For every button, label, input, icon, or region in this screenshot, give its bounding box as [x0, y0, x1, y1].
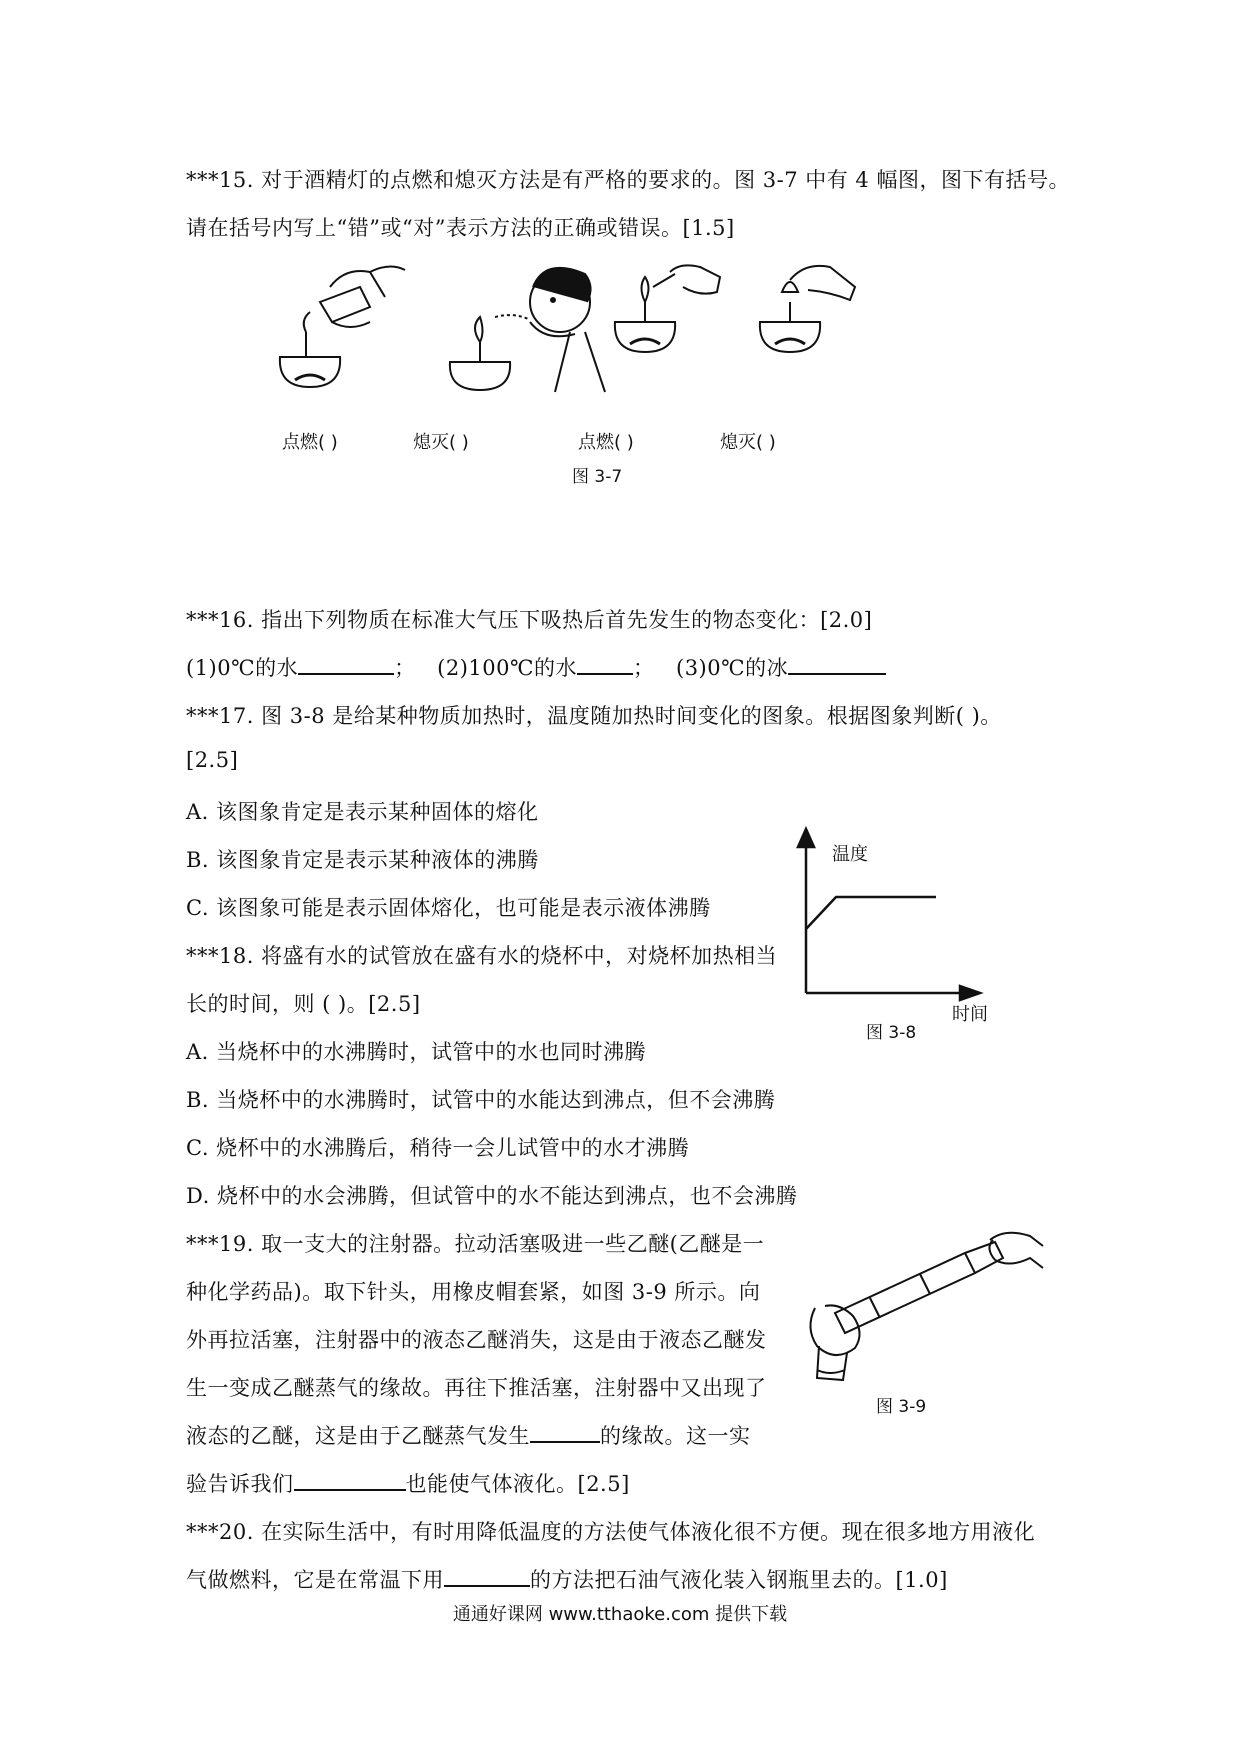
lamp-capped-drawing: [760, 266, 855, 352]
q17-option-b: B. 该图象肯定是表示某种液体的沸腾: [186, 848, 539, 872]
q19-line1: ***19. 取一支大的注射器。拉动活塞吸进一些乙醚(乙醚是一: [186, 1232, 765, 1256]
label-extinguish-2: 熄灭( ): [720, 432, 776, 453]
q18-line2: 长的时间，则 ( )。[2.5]: [186, 992, 421, 1016]
q19-line5-start: 液态的乙醚，这是由于乙醚蒸气发生: [186, 1424, 530, 1448]
q17-line1: ***17. 图 3-8 是给某种物质加热时，温度随加热时间变化的图象。根据图象判断( )。: [186, 704, 1002, 728]
caption-fig-3-7: 图 3-7: [572, 467, 623, 487]
q20-blank[interactable]: [444, 1567, 530, 1587]
q16-blank1[interactable]: [298, 655, 394, 675]
q16-blank3[interactable]: [788, 655, 886, 675]
label-light-1: 点燃( ): [282, 432, 338, 453]
q16-parts: [186, 652, 886, 682]
left-hand-drawing: [810, 1305, 859, 1380]
label-light-2: 点燃( ): [578, 432, 634, 453]
x-axis-arrow: [960, 986, 980, 1000]
q19-line6: [186, 1468, 630, 1498]
q16-line1: ***16. 指出下列物质在标准大气压下吸热后首先发生的物态变化：[2.0]: [186, 608, 873, 632]
q19-line5: [186, 1420, 751, 1450]
right-hand-drawing: [989, 1233, 1043, 1268]
q20-line1: ***20. 在实际生活中，有时用降低温度的方法使气体液化很不方便。现在很多地方用液化: [186, 1520, 1036, 1544]
caption-fig-3-9: 图 3-9: [876, 1397, 927, 1417]
q16-part2: (2)100℃的水: [437, 656, 577, 680]
q16-part3: (3)0℃的冰: [676, 656, 789, 680]
q16-blank2[interactable]: [577, 655, 633, 675]
q19-line2: 种化学药品)。取下针头，用橡皮帽套紧，如图 3-9 所示。向: [186, 1280, 761, 1304]
label-extinguish-1: 熄灭( ): [413, 432, 469, 453]
q16-sep2: ；: [632, 656, 655, 680]
graph-xlabel: 时间: [952, 1004, 988, 1025]
syringe-drawing: [835, 1242, 1003, 1333]
graph-ylabel: 温度: [832, 844, 868, 865]
q18-option-a: A. 当烧杯中的水沸腾时，试管中的水也同时沸腾: [186, 1040, 647, 1064]
q17-line2: [2.5]: [186, 748, 239, 772]
q19-blank1[interactable]: [530, 1423, 600, 1443]
q16-part1: (1)0℃的水: [186, 656, 299, 680]
q15-line1: ***15. 对于酒精灯的点燃和熄灭方法是有严格的要求的。图 3-7 中有 4 幅图，图下有括号。: [186, 168, 1070, 192]
lamp-lit-by-match-drawing: [615, 265, 720, 352]
figure-3-8: [790, 825, 990, 1010]
figure-3-9: [795, 1228, 1045, 1388]
q15-line2: 请在括号内写上“错”或“对”表示方法的正确或错误。[1.5]: [186, 216, 735, 240]
q20-line2-end: 的方法把石油气液化装入钢瓶里去的。[1.0]: [530, 1568, 948, 1592]
q19-line6-end: 也能使气体液化。[2.5]: [405, 1472, 630, 1496]
q18-option-d: D. 烧杯中的水会沸腾，但试管中的水不能达到沸点，也不会沸腾: [186, 1184, 798, 1208]
q19-line6-start: 验告诉我们: [186, 1472, 294, 1496]
footer-source: 通通好课网 www.tthaoke.com 提供下载: [452, 1604, 788, 1625]
lamp-blown-out-drawing: [450, 268, 605, 392]
temperature-curve: [806, 897, 936, 929]
caption-fig-3-8: 图 3-8: [866, 1023, 917, 1043]
q19-line3: 外再拉活塞，注射器中的液态乙醚消失，这是由于液态乙醚发: [186, 1328, 767, 1352]
q17-option-a: A. 该图象肯定是表示某种固体的熔化: [186, 800, 539, 824]
q18-line1: ***18. 将盛有水的试管放在盛有水的烧杯中，对烧杯加热相当: [186, 944, 778, 968]
q19-blank2[interactable]: [294, 1471, 406, 1491]
q18-option-c: C. 烧杯中的水沸腾后，稍待一会儿试管中的水才沸腾: [186, 1136, 690, 1160]
lamp-lit-by-lamp-drawing: [280, 266, 405, 387]
y-axis-arrow: [798, 829, 814, 847]
q18-option-b: B. 当烧杯中的水沸腾时，试管中的水能达到沸点，但不会沸腾: [186, 1088, 776, 1112]
figure-3-7: [270, 262, 930, 402]
q19-line4: 生一变成乙醚蒸气的缘故。再往下推活塞，注射器中又出现了: [186, 1376, 767, 1400]
q17-option-c: C. 该图象可能是表示固体熔化，也可能是表示液体沸腾: [186, 896, 711, 920]
q20-line2-start: 气做燃料，它是在常温下用: [186, 1568, 444, 1592]
q20-line2: [186, 1564, 948, 1594]
q16-sep1: ；: [394, 656, 416, 680]
q19-line5-end: 的缘故。这一实: [600, 1424, 751, 1448]
